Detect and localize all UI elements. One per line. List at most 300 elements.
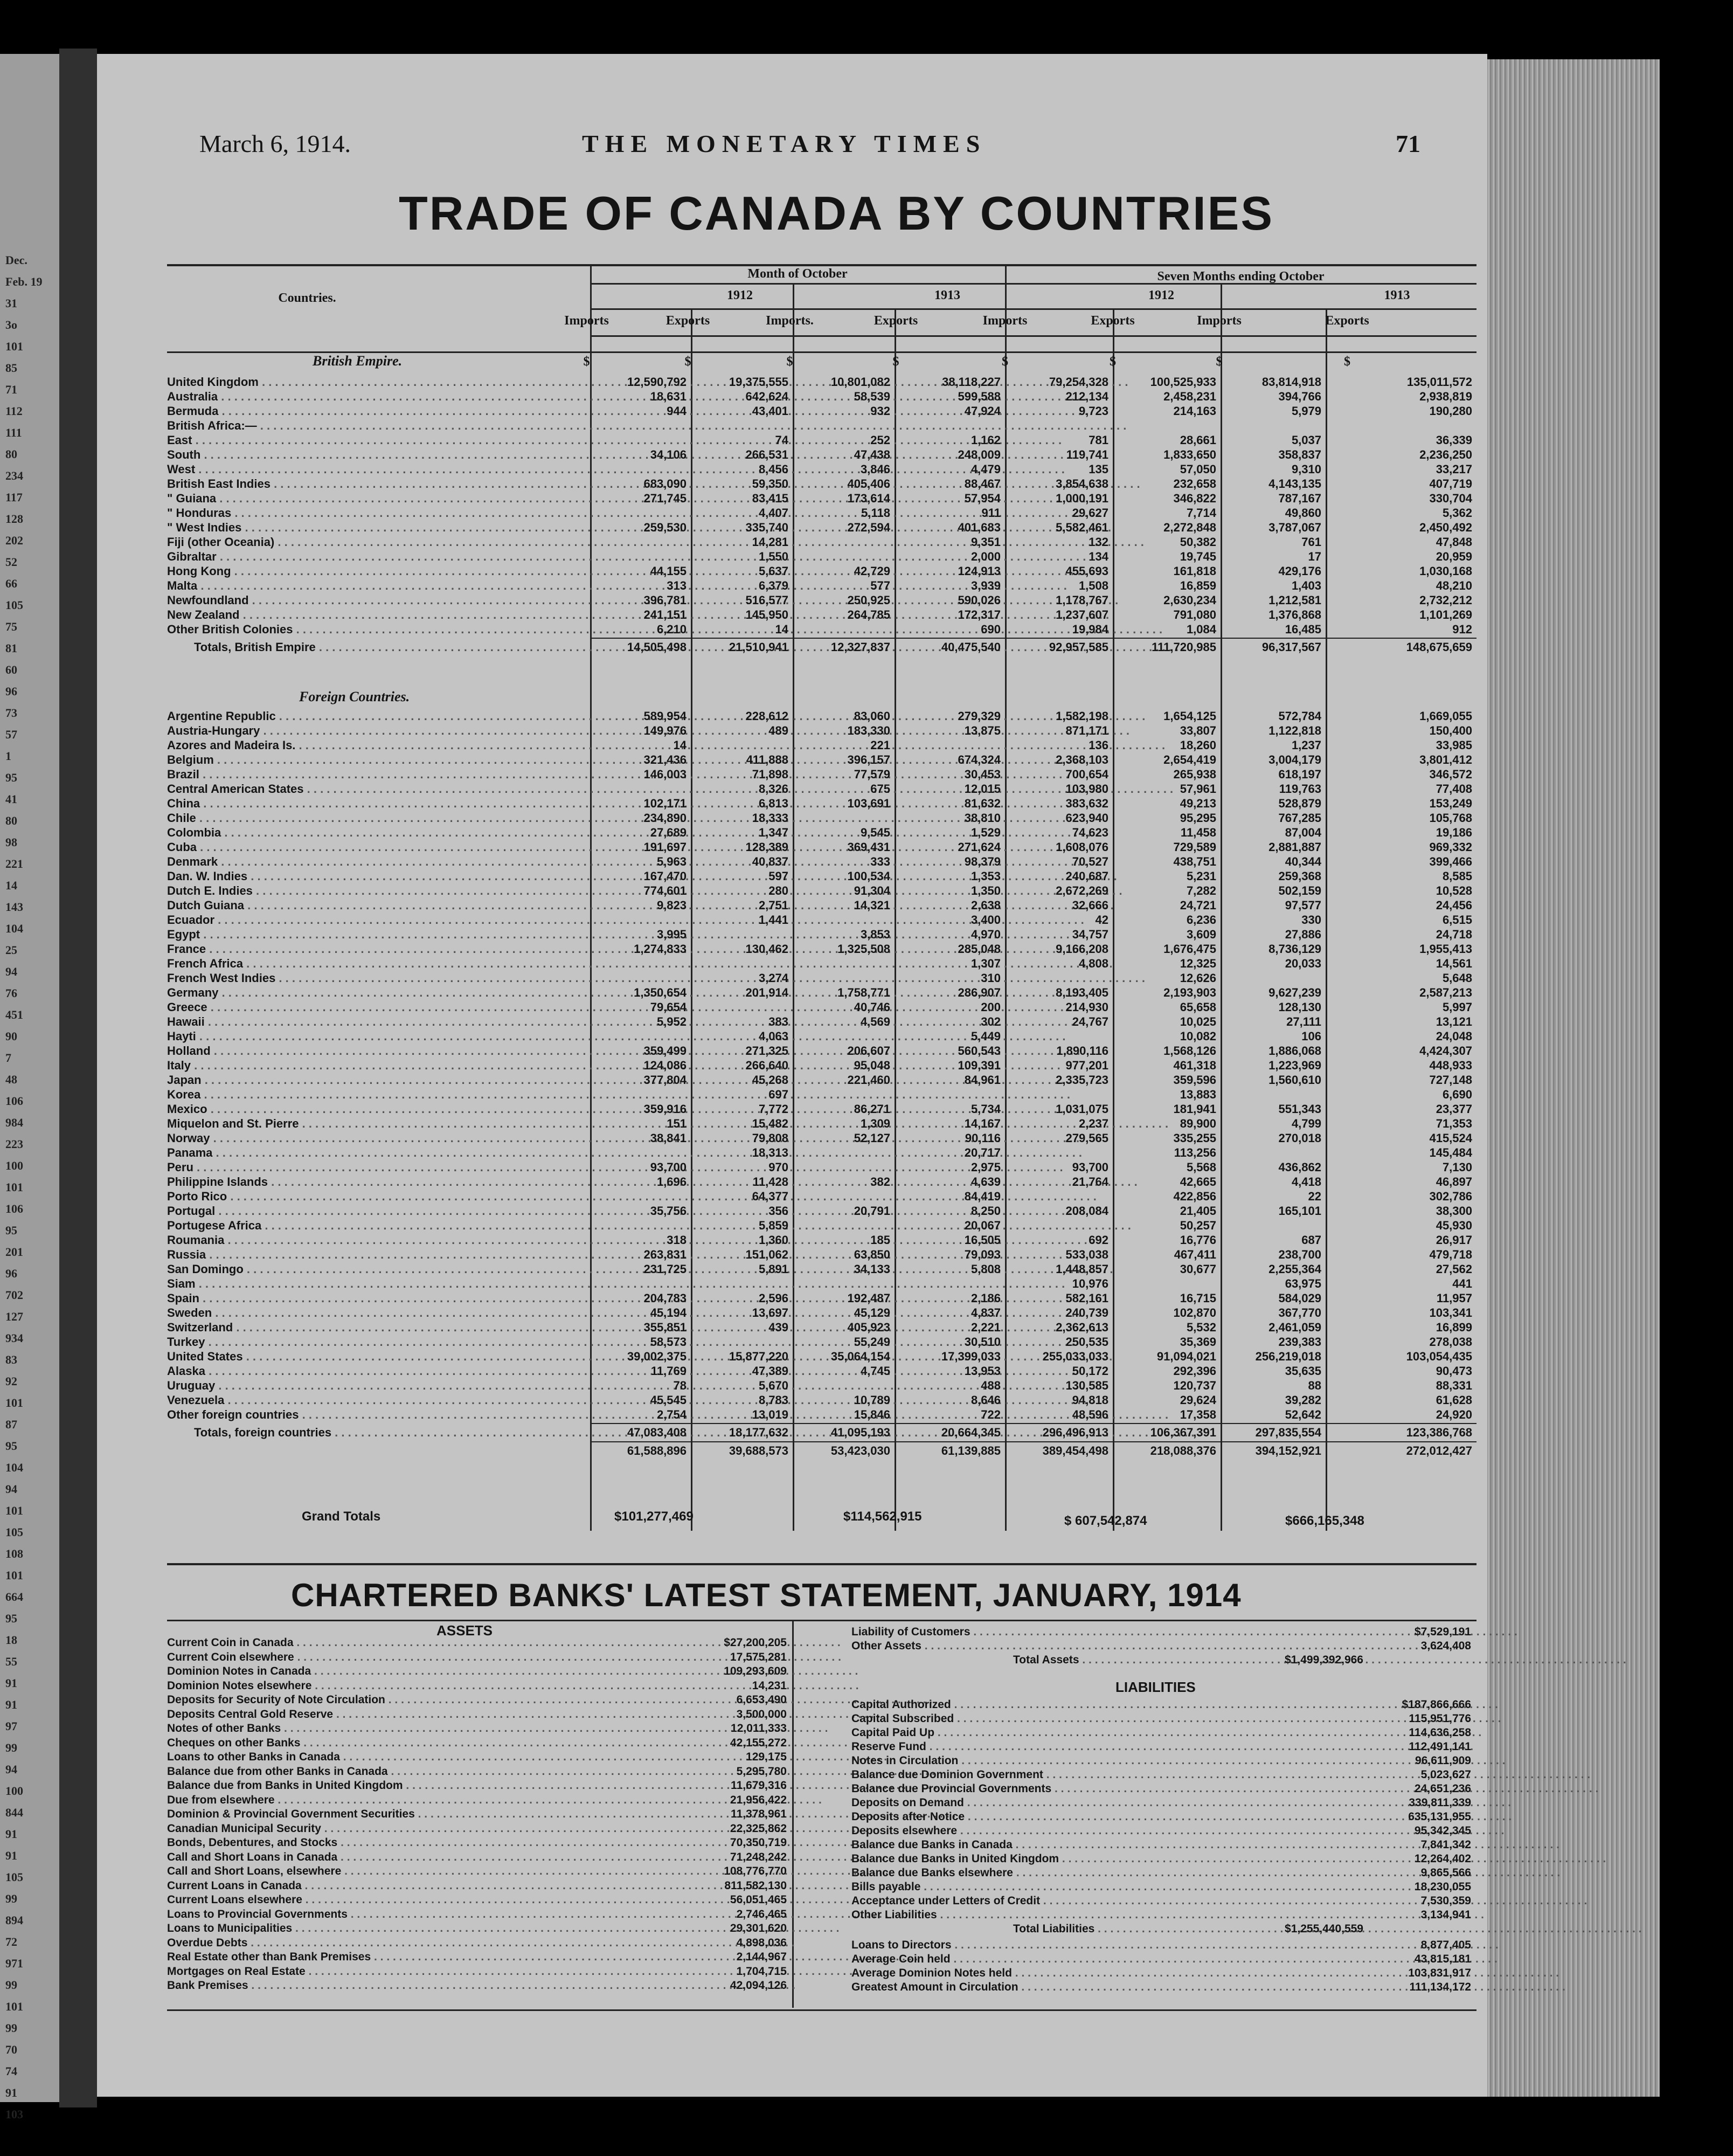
trade-value: 9,823	[656, 899, 687, 912]
trade-value: 21,764	[1072, 1175, 1108, 1188]
trade-value: 577	[870, 579, 890, 592]
trade-value: 4,639	[971, 1175, 1001, 1188]
country-name: United States . . .	[167, 1349, 679, 1364]
trade-value: 2,362,613	[1056, 1321, 1108, 1334]
liability-label: Balance due Banks elsewhere . . .	[851, 1866, 1358, 1880]
trade-value: 1,274,833	[634, 942, 687, 956]
country-name: Switzerland . . .	[167, 1320, 679, 1335]
trade-value: 9,166,208	[1056, 942, 1108, 956]
trade-value: 151,062	[745, 1248, 788, 1261]
table-row	[167, 1073, 1536, 1087]
liability-label: Reserve Fund . . .	[851, 1740, 1358, 1754]
margin-number: 87	[5, 1418, 17, 1431]
liability-value: 24,651,236	[1414, 1782, 1471, 1795]
trade-value: 16,715	[1180, 1291, 1216, 1305]
trade-value: 241,151	[643, 608, 687, 621]
margin-number: 108	[5, 1547, 23, 1560]
trade-value: 969,332	[1429, 840, 1472, 854]
trade-value: 2,638	[971, 899, 1001, 912]
trade-value: 12,015	[964, 782, 1001, 796]
trade-value: 240,687	[1065, 869, 1108, 883]
trade-value: 2,335,723	[1056, 1073, 1108, 1087]
country-name: Bermuda . . .	[167, 404, 679, 418]
table-row	[167, 1160, 1536, 1174]
trade-value: 135,011,572	[1406, 375, 1472, 389]
asset-value: 129,175	[746, 1751, 787, 1763]
trade-value: 5,997	[1442, 1000, 1472, 1014]
table-row	[167, 1378, 1536, 1393]
table-row	[167, 1131, 1536, 1145]
margin-number: Dec.	[5, 253, 27, 267]
trade-value: 20,664,345	[941, 1426, 1001, 1439]
asset-value: 11,679,316	[731, 1779, 787, 1792]
sum-value: 61,139,885	[941, 1444, 1001, 1457]
trade-value: 286,907	[958, 986, 1001, 999]
trade-value: 192,487	[847, 1291, 890, 1305]
trade-value: 42	[1095, 913, 1108, 927]
trade-value: 89,900	[1180, 1117, 1216, 1130]
trade-value: 3,274	[758, 971, 788, 985]
trade-value: 136	[1089, 738, 1108, 752]
trade-value: 214,930	[1065, 1000, 1108, 1014]
trade-value: 2,193,903	[1163, 986, 1216, 999]
trade-value: 120,737	[1173, 1379, 1216, 1392]
asset-value: $7,529,191	[1414, 1626, 1471, 1638]
margin-number: 48	[5, 1073, 17, 1086]
liability-row	[851, 1838, 1471, 1852]
margin-number: 3o	[5, 318, 17, 331]
asset-value: 11,378,961	[731, 1808, 787, 1820]
trade-value: 767,285	[1278, 811, 1321, 825]
asset-label: Mortgages on Real Estate . . .	[167, 1965, 674, 1979]
trade-value: 20,717	[964, 1146, 1001, 1159]
country-name: Belgium . . .	[167, 752, 679, 767]
trade-value: 439	[768, 1321, 788, 1334]
liability-label: Capital Paid Up . . .	[851, 1726, 1358, 1740]
asset-row	[167, 1736, 787, 1750]
trade-value: 93,700	[1072, 1160, 1108, 1174]
trade-value: 52,642	[1285, 1408, 1321, 1421]
trade-value: 1,758,771	[837, 986, 890, 999]
margin-number: 72	[5, 1935, 17, 1948]
trade-value: 4,407	[758, 506, 788, 520]
trade-value: 181,941	[1173, 1102, 1216, 1116]
trade-value: 690	[981, 623, 1001, 636]
margin-number: 52	[5, 555, 17, 569]
trade-value: 5,963	[656, 855, 687, 868]
asset-label: Current Coin in Canada . . .	[167, 1636, 674, 1650]
trade-value: 45,129	[854, 1306, 890, 1319]
margin-number: 80	[5, 814, 17, 827]
liability-row	[851, 1768, 1471, 1782]
trade-value: 228,612	[745, 709, 788, 723]
trade-value: 102,870	[1173, 1306, 1216, 1319]
margin-number: 105	[5, 1870, 23, 1884]
margin-number: 97	[5, 1719, 17, 1733]
table-row	[167, 607, 1536, 622]
grand-total-seven-months-1913: $666,165,348	[1285, 1514, 1364, 1528]
margin-number: 76	[5, 986, 17, 1000]
trade-value: 214,163	[1173, 404, 1216, 418]
trade-value: 279,329	[958, 709, 1001, 723]
trade-value: 103,691	[847, 797, 890, 810]
sum-value: 394,152,921	[1255, 1444, 1321, 1457]
trade-value: 100,534	[847, 869, 890, 883]
trade-value: 10,025	[1180, 1015, 1216, 1028]
trade-value: 2,975	[971, 1160, 1001, 1174]
column-header: Imports.	[766, 314, 814, 328]
trade-value: 674,324	[958, 753, 1001, 766]
trade-value: 252	[870, 433, 890, 447]
asset-value: 56,051,465	[730, 1894, 787, 1906]
trade-value: 234,890	[643, 811, 687, 825]
country-name: Dutch E. Indies . . .	[167, 883, 679, 898]
trade-value: 45,545	[650, 1393, 687, 1407]
trade-value: 79,808	[752, 1131, 788, 1145]
trade-value: 1,441	[758, 913, 788, 927]
country-name: Hawaii . . .	[167, 1014, 679, 1029]
table-row	[167, 1320, 1536, 1335]
trade-value: 5,734	[971, 1102, 1001, 1116]
liability-value: 95,342,345	[1414, 1825, 1471, 1837]
margin-number: 83	[5, 1353, 17, 1366]
country-name: French Africa . . .	[167, 956, 679, 971]
trade-value: 599,588	[958, 390, 1001, 403]
trade-value: 14	[775, 623, 788, 636]
trade-value: 90,473	[1436, 1364, 1472, 1378]
margin-number: 95	[5, 1612, 17, 1625]
country-name: Siam . . .	[167, 1276, 679, 1291]
trade-value: 1,669,055	[1419, 709, 1472, 723]
table-row	[167, 1174, 1536, 1189]
liability-label: Bills payable . . .	[851, 1880, 1358, 1894]
table-rule	[590, 335, 1476, 337]
margin-number: 94	[5, 965, 17, 978]
trade-value: 618,197	[1278, 768, 1321, 781]
asset-value: 5,295,780	[736, 1765, 787, 1778]
margin-number: 106	[5, 1202, 23, 1215]
trade-value: 132	[1089, 535, 1108, 549]
totals-rule	[590, 638, 1476, 639]
trade-value: 255,033,033	[1042, 1350, 1108, 1363]
trade-value: 130,462	[745, 942, 788, 956]
asset-label: Loans to Municipalities . . .	[167, 1922, 674, 1936]
trade-value: 761	[1301, 535, 1321, 549]
trade-value: 10,976	[1072, 1277, 1108, 1290]
trade-value: 30,453	[964, 768, 1001, 781]
trade-value: 1,833,650	[1163, 448, 1216, 461]
trade-value: 12,590,792	[627, 375, 687, 389]
trade-value: 871,171	[1065, 724, 1108, 737]
total-assets-label: Total Assets . . .	[1013, 1653, 1520, 1667]
trade-value: 44,155	[650, 564, 687, 578]
table-row	[167, 476, 1536, 491]
trade-value: 23,377	[1436, 1102, 1472, 1116]
table-row	[167, 1189, 1536, 1204]
trade-value: 2,881,887	[1268, 840, 1321, 854]
table-row	[167, 1058, 1536, 1073]
sum-value: 39,688,573	[729, 1444, 788, 1457]
table-row	[167, 1087, 1536, 1102]
trade-value: 111,720,985	[1152, 640, 1216, 654]
total-assets-row	[1013, 1653, 1363, 1667]
liability-label: Other Liabilities . . .	[851, 1908, 1358, 1922]
trade-value: 29,624	[1180, 1393, 1216, 1407]
liability-row	[851, 1712, 1471, 1726]
issue-date: March 6, 1914.	[199, 130, 351, 157]
trade-value: 5,582,461	[1056, 521, 1108, 534]
trade-value: 92,957,585	[1049, 640, 1108, 654]
trade-value: 50,382	[1180, 535, 1216, 549]
margin-number: 664	[5, 1590, 23, 1604]
trade-value: 34,106	[650, 448, 687, 461]
margin-number: 96	[5, 1267, 17, 1280]
trade-value: 589,954	[643, 709, 687, 723]
year-header: 1912	[727, 288, 753, 302]
asset-label: Due from elsewhere . . .	[167, 1793, 674, 1807]
trade-value: 47,438	[854, 448, 890, 461]
table-row	[167, 985, 1536, 1000]
trade-value: 1,582,198	[1056, 709, 1108, 723]
trade-value: 65,658	[1180, 1000, 1216, 1014]
liability-label: Balance due Banks in United Kingdom . . .	[851, 1852, 1358, 1866]
asset-value: 12,011,333	[731, 1722, 787, 1735]
margin-number: 101	[5, 1396, 23, 1409]
table-row	[167, 840, 1536, 854]
margin-number: 95	[5, 1224, 17, 1237]
trade-value: 63,975	[1285, 1277, 1321, 1290]
trade-value: 119,763	[1279, 782, 1321, 796]
country-name: Peru . . .	[167, 1160, 679, 1174]
trade-value: 4,143,135	[1268, 477, 1321, 490]
asset-value: 3,500,000	[736, 1708, 787, 1720]
trade-value: 683,090	[643, 477, 687, 490]
asset-value: $27,200,205	[724, 1636, 787, 1649]
trade-value: 15,877,220	[729, 1350, 788, 1363]
trade-value: 134	[1089, 550, 1108, 563]
asset-label: Dominion Notes elsewhere . . .	[167, 1679, 674, 1693]
trade-value: 70,527	[1072, 855, 1108, 868]
trade-value: 11,458	[1180, 826, 1216, 839]
trade-value: 221	[870, 738, 890, 752]
trade-value: 2,587,213	[1419, 986, 1472, 999]
trade-value: 161,818	[1173, 564, 1216, 578]
asset-label: Current Loans in Canada . . .	[167, 1879, 674, 1893]
liability-value: $187,866,666	[1402, 1698, 1471, 1711]
margin-number: 98	[5, 835, 17, 849]
table-row	[167, 767, 1536, 782]
trade-value: 6,690	[1442, 1088, 1472, 1101]
trade-value: 18,333	[752, 811, 788, 825]
asset-row	[167, 1908, 787, 1922]
liability-value: 103,831,917	[1408, 1967, 1471, 1979]
trade-value: 1,353	[971, 869, 1001, 883]
trade-value: 35,756	[650, 1204, 687, 1218]
year-header: 1912	[1148, 288, 1174, 302]
trade-value: 911	[981, 506, 1001, 520]
trade-value: 79,093	[964, 1248, 1001, 1261]
trade-value: 1,448,857	[1056, 1262, 1108, 1276]
trade-value: 1,560,610	[1268, 1073, 1321, 1087]
trade-value: 14,321	[854, 899, 890, 912]
liability-value: 112,491,141	[1409, 1740, 1471, 1753]
totals-rule	[590, 1441, 1476, 1442]
trade-value: 239,383	[1278, 1335, 1321, 1349]
table-row	[167, 1407, 1536, 1422]
country-name: Uruguay . . .	[167, 1378, 679, 1393]
asset-label: Real Estate other than Bank Premises . . .	[167, 1950, 674, 1964]
trade-value: 7,130	[1442, 1160, 1472, 1174]
country-name: " Guiana . . .	[167, 491, 679, 506]
asset-row	[167, 1793, 787, 1807]
trade-value: 297,835,554	[1255, 1426, 1321, 1439]
trade-value: 367,770	[1278, 1306, 1321, 1319]
grand-total-seven-months-1912: $ 607,542,874	[1064, 1514, 1147, 1528]
table-row	[167, 1276, 1536, 1291]
trade-value: 13,019	[752, 1408, 788, 1421]
trade-value: 263,831	[643, 1248, 687, 1261]
trade-value: 17,358	[1180, 1408, 1216, 1421]
trade-value: 34,133	[854, 1262, 890, 1276]
trade-value: 135	[1089, 462, 1108, 476]
margin-number: 984	[5, 1116, 23, 1129]
asset-row	[167, 1879, 787, 1893]
table-row	[167, 404, 1536, 418]
margin-number: 95	[5, 771, 17, 784]
table-row	[167, 418, 1536, 433]
trade-value: 6,236	[1186, 913, 1216, 927]
trade-value: 1,568,126	[1163, 1044, 1216, 1058]
trade-value: 34,757	[1072, 928, 1108, 941]
asset-label: Call and Short Loans in Canada . . .	[167, 1850, 674, 1864]
table-row	[167, 1364, 1536, 1378]
trade-value: 2,672,269	[1056, 884, 1108, 897]
trade-value: 79,254,328	[1049, 375, 1108, 389]
trade-value: 13,697	[752, 1306, 788, 1319]
asset-value: 42,155,272	[730, 1736, 787, 1749]
trade-value: 20,033	[1285, 957, 1321, 970]
trade-value: 13,883	[1180, 1088, 1216, 1101]
trade-value: 560,543	[958, 1044, 1001, 1058]
trade-value: 24,718	[1436, 928, 1472, 941]
table-row	[167, 462, 1536, 476]
margin-number: 91	[5, 2086, 17, 2099]
trade-value: 123,386,768	[1406, 1426, 1472, 1439]
trade-value: 153,249	[1429, 797, 1472, 810]
country-name: Portugal . . .	[167, 1204, 679, 1218]
asset-value: 6,653,490	[736, 1694, 787, 1706]
liability-row	[851, 1782, 1471, 1796]
liability-label: Greatest Amount in Circulation . . .	[851, 1980, 1358, 1994]
table-rule	[167, 264, 1476, 266]
trade-value: 1,307	[971, 957, 1001, 970]
trade-value: 1,654,125	[1163, 709, 1216, 723]
trade-value: 17,399,033	[941, 1350, 1001, 1363]
trade-value: 58,539	[854, 390, 890, 403]
trade-value: 3,400	[971, 913, 1001, 927]
trade-value: 302	[981, 1015, 1001, 1028]
margin-number: 91	[5, 1698, 17, 1711]
trade-value: 8,250	[971, 1204, 1001, 1218]
grand-totals-label: Grand Totals	[302, 1509, 381, 1524]
trade-value: 1,101,269	[1419, 608, 1472, 621]
margin-number: 105	[5, 598, 23, 612]
table-row	[167, 869, 1536, 883]
asset-label: Bonds, Debentures, and Stocks . . .	[167, 1836, 674, 1850]
trade-value: 7,714	[1186, 506, 1216, 520]
table-row	[167, 723, 1536, 738]
liability-value: 115,951,776	[1409, 1712, 1471, 1725]
trade-value: 57,961	[1180, 782, 1216, 796]
trade-value: 2,630,234	[1163, 593, 1216, 607]
trade-value: 2,654,419	[1163, 753, 1216, 766]
trade-value: 1,350,654	[634, 986, 687, 999]
trade-value: 7,772	[758, 1102, 788, 1116]
trade-value: 45,268	[752, 1073, 788, 1087]
trade-value: 87,004	[1285, 826, 1321, 839]
trade-value: 1,886,068	[1268, 1044, 1321, 1058]
trade-value: 3,004,179	[1268, 753, 1321, 766]
trade-value: 429,176	[1278, 564, 1321, 578]
country-name: France . . .	[167, 942, 679, 956]
trade-value: 49,213	[1180, 797, 1216, 810]
trade-value: 359,499	[643, 1044, 687, 1058]
trade-value: 272,594	[847, 521, 890, 534]
trade-value: 148,675,659	[1406, 640, 1472, 654]
asset-row	[851, 1625, 1471, 1639]
margin-number: 844	[5, 1806, 23, 1819]
country-name: Japan . . .	[167, 1073, 679, 1087]
asset-row	[167, 1679, 787, 1693]
liability-value: 339,811,339	[1409, 1796, 1471, 1809]
trade-value: 774,601	[643, 884, 687, 897]
trade-value: 5,118	[861, 506, 890, 520]
trade-value: 977,201	[1065, 1059, 1108, 1072]
trade-value: 2,000	[971, 550, 1001, 563]
trade-value: 14	[673, 738, 687, 752]
trade-value: 1,529	[971, 826, 1001, 839]
trade-value: 12,327,837	[830, 640, 890, 654]
trade-value: 2,461,059	[1268, 1321, 1321, 1334]
trade-value: 190,280	[1429, 404, 1472, 418]
table-row	[167, 1262, 1536, 1276]
trade-value: 271,624	[958, 840, 1001, 854]
table-row	[167, 854, 1536, 869]
sum-value: 53,423,030	[830, 1444, 890, 1457]
trade-value: 58,573	[650, 1335, 687, 1349]
trade-value: 167,470	[643, 869, 687, 883]
trade-value: 33,807	[1180, 724, 1216, 737]
trade-value: 206,607	[847, 1044, 890, 1058]
trade-value: 19,186	[1436, 826, 1472, 839]
trade-value: 2,221	[971, 1321, 1001, 1334]
asset-label: Deposits for Security of Note Circulation . . .	[167, 1693, 674, 1707]
country-name: China . . .	[167, 796, 679, 811]
trade-value: 11,769	[650, 1364, 687, 1378]
margin-number: 103	[5, 2107, 23, 2121]
trade-value: 6,210	[656, 623, 687, 636]
column-header: Imports	[564, 314, 609, 328]
margin-number: 934	[5, 1331, 23, 1345]
trade-value: 455,693	[1065, 564, 1108, 578]
table-row	[167, 927, 1536, 942]
trade-value: 79,654	[650, 1000, 687, 1014]
sum-row	[167, 1443, 1536, 1458]
trade-value: 1,309	[860, 1117, 890, 1130]
country-name: Porto Rico . . .	[167, 1189, 679, 1204]
margin-number: 221	[5, 857, 23, 870]
country-name: " Honduras . . .	[167, 506, 679, 520]
